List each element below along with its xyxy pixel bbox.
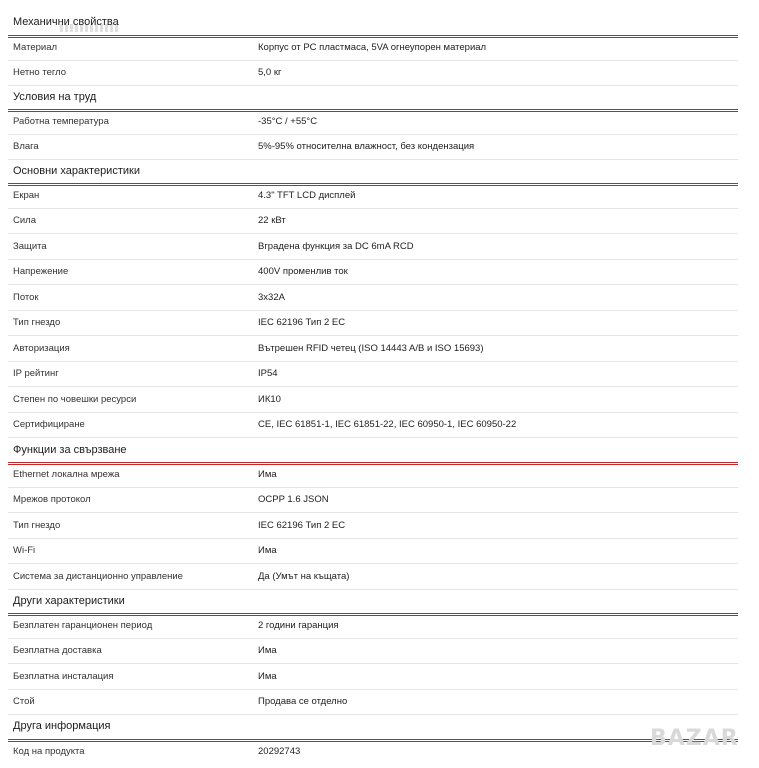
row-value: 22 кВт <box>258 215 286 226</box>
table-row <box>8 565 738 590</box>
table-row <box>8 362 738 387</box>
row-value: 5,0 кг <box>258 67 282 78</box>
row-label: Wi-Fi <box>13 545 36 556</box>
row-label: IP рейтинг <box>13 368 59 379</box>
row-label: Работна температура <box>13 116 109 127</box>
row-value: 4.3" TFT LCD дисплей <box>258 190 356 201</box>
section-title-connectivity: Функции за свързване <box>13 444 127 456</box>
section-title-other-info: Друга информация <box>13 720 111 732</box>
table-row <box>8 337 738 362</box>
row-label: Нетно тегло <box>13 67 67 78</box>
row-value: Продава се отделно <box>258 696 348 707</box>
table-row <box>8 413 738 438</box>
row-label: Система за дистанционно управление <box>13 571 183 582</box>
section-title-mechanical: Механични свойства <box>13 16 119 28</box>
row-value: 5%-95% относителна влажност, без кондензация <box>258 141 475 152</box>
section-title-other-characteristics: Други характеристики <box>13 595 125 607</box>
row-value: Вградена функция за DC 6mA RCD <box>258 241 414 252</box>
row-value: IEC 62196 Тип 2 ЕС <box>258 317 346 328</box>
watermark-logo: BAZAR <box>650 726 739 751</box>
row-value: 2 години гаранция <box>258 620 339 631</box>
row-value: Има <box>258 671 277 682</box>
table-row <box>8 135 738 160</box>
row-label: Тип гнездо <box>13 317 61 328</box>
row-label: Авторизация <box>13 343 70 354</box>
table-row <box>8 286 738 311</box>
section-title-working-conditions: Условия на труд <box>13 91 97 103</box>
row-value: Да (Умът на къщата) <box>258 571 350 582</box>
table-row <box>8 614 738 639</box>
table-row <box>8 311 738 336</box>
row-label: Сила <box>13 215 36 226</box>
table-row <box>8 260 738 285</box>
row-value: 400V променлив ток <box>258 266 348 277</box>
row-label: Безплатна инсталация <box>13 671 114 682</box>
row-label: Степен по човешки ресурси <box>13 394 137 405</box>
row-label: Тип гнездо <box>13 520 61 531</box>
row-label: Ethernet локална мрежа <box>13 469 120 480</box>
row-value: CE, IEC 61851-1, IEC 61851-22, IEC 60950-1, IEC 60950-22 <box>258 419 517 430</box>
table-row <box>8 61 738 86</box>
section-title-main-characteristics: Основни характеристики <box>13 165 140 177</box>
row-label: Материал <box>13 42 58 53</box>
table-row <box>8 463 738 488</box>
row-value: Има <box>258 469 277 480</box>
row-label: Безплатен гаранционен период <box>13 620 153 631</box>
row-label: Сертифициране <box>13 419 85 430</box>
row-label: Мрежов протокол <box>13 494 91 505</box>
table-row <box>8 110 738 135</box>
row-label: Стой <box>13 696 35 707</box>
row-value: Има <box>258 545 277 556</box>
row-value: Вътрешен RFID четец (ISO 14443 A/B и ISO 15693) <box>258 343 484 354</box>
table-row <box>8 184 738 209</box>
table-row <box>8 514 738 539</box>
table-row <box>8 690 738 715</box>
row-value: ИК10 <box>258 394 281 405</box>
row-value: IEC 62196 Тип 2 ЕС <box>258 520 346 531</box>
row-label: Екран <box>13 190 40 201</box>
row-value: IP54 <box>258 368 278 379</box>
table-row <box>8 488 738 513</box>
table-row <box>8 740 738 765</box>
row-value: 20292743 <box>258 746 301 757</box>
table-row <box>8 539 738 564</box>
row-label: Безплатна доставка <box>13 645 102 656</box>
row-value: -35°C / +55°C <box>258 116 318 127</box>
table-row <box>8 665 738 690</box>
row-label: Поток <box>13 292 39 303</box>
table-row <box>8 639 738 664</box>
row-label: Защита <box>13 241 47 252</box>
table-row <box>8 36 738 61</box>
table-row <box>8 235 738 260</box>
row-value: OCPP 1.6 JSON <box>258 494 329 505</box>
row-value: Корпус от PC пластмаса, 5VA огнеупорен материал <box>258 42 487 53</box>
row-label: Код на продукта <box>13 746 85 757</box>
table-row <box>8 388 738 413</box>
row-label: Напрежение <box>13 266 69 277</box>
row-value: 3x32A <box>258 292 285 303</box>
row-value: Има <box>258 645 277 656</box>
table-row <box>8 209 738 234</box>
row-label: Влага <box>13 141 39 152</box>
